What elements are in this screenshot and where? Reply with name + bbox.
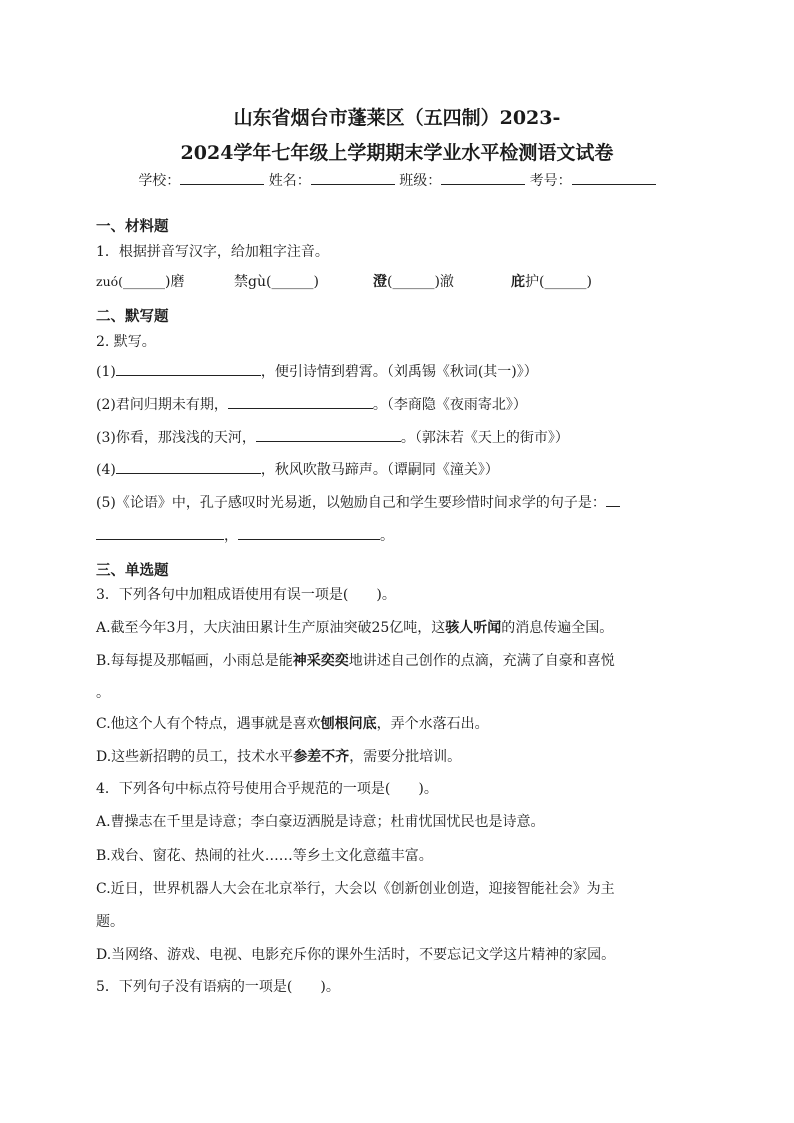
- q4-option-c-cont: 题。: [96, 914, 124, 930]
- dictation-5: (5)《论语》中，孔子感叹时光易逝，以勉励自己和学生要珍惜时间求学的句子是：: [96, 492, 620, 512]
- class-label: 班级：: [399, 173, 442, 189]
- number-label: 考号：: [529, 173, 572, 189]
- dictation-2: (2)君问归期未有期， 。（李商隐《夜雨寄北》）: [96, 394, 527, 414]
- q3-option-d: D.这些新招聘的员工，技术水平参差不齐，需要分批培训。: [96, 749, 462, 765]
- q4-option-b: B.戏台、窗花、热闹的社火……等乡土文化意蕴丰富。: [96, 848, 433, 864]
- school-label: 学校：: [138, 173, 181, 189]
- question-4: 4．下列各句中标点符号使用合乎规范的一项是( )。: [96, 781, 438, 797]
- question-3: 3．下列各句中加粗成语使用有误一项是( )。: [96, 587, 396, 603]
- pinyin-item-4: 庇护(______): [511, 274, 592, 290]
- q3-option-b-cont: 。: [96, 685, 110, 701]
- answer-blank[interactable]: [116, 361, 261, 376]
- q4-option-a: A.曹操志在千里是诗意；李白豪迈洒脱是诗意；杜甫忧国忧民也是诗意。: [96, 814, 545, 830]
- name-blank[interactable]: [311, 170, 395, 185]
- school-blank[interactable]: [180, 170, 264, 185]
- pinyin-item-2: 禁gù(______): [234, 274, 319, 290]
- answer-blank[interactable]: [116, 459, 261, 474]
- section-heading-2: 二、默写题: [96, 308, 169, 325]
- answer-blank[interactable]: [238, 525, 380, 540]
- number-blank[interactable]: [572, 170, 656, 185]
- answer-blank[interactable]: [256, 427, 401, 442]
- pinyin-item-3: 澄(______)澈: [373, 274, 454, 290]
- q3-option-a: A.截至今年3月，大庆油田累计生产原油突破25亿吨，这骇人听闻的消息传遍全国。: [96, 620, 614, 636]
- name-label: 姓名：: [268, 173, 311, 189]
- section-heading-1: 一、材料题: [96, 218, 169, 235]
- exam-title-line2: 2024学年七年级上学期期末学业水平检测语文试卷: [180, 142, 614, 164]
- exam-title-line1: 山东省烟台市蓬莱区（五四制）2023-: [233, 107, 561, 129]
- dictation-4: (4) ，秋风吹散马蹄声。（谭嗣同《潼关》）: [96, 459, 499, 479]
- student-info-row: [0, 170, 794, 190]
- dictation-3: (3)你看，那浅浅的天河， 。（郭沫若《天上的街市》）: [96, 427, 569, 447]
- q3-option-c: C.他这个人有个特点，遇事就是喜欢刨根问底，弄个水落石出。: [96, 716, 489, 732]
- question-2: 2. 默写。: [96, 334, 156, 350]
- dictation-5-cont: ， 。: [96, 525, 394, 545]
- dictation-1: (1) ，便引诗情到碧霄。（刘禹锡《秋词(其一)》）: [96, 361, 538, 381]
- q4-option-d: D.当网络、游戏、电视、电影充斥你的课外生活时，不要忘记文学这片精神的家园。: [96, 947, 616, 963]
- q3-option-b: B.每每提及那幅画，小雨总是能神采奕奕地讲述自己创作的点滴，充满了自豪和喜悦: [96, 653, 615, 669]
- question-1: 1．根据拼音写汉字，给加粗字注音。: [96, 244, 329, 260]
- question-5: 5．下列句子没有语病的一项是( )。: [96, 979, 340, 995]
- section-heading-3: 三、单选题: [96, 562, 169, 579]
- q4-option-c: C.近日，世界机器人大会在北京举行，大会以《创新创业创造，迎接智能社会》为主: [96, 881, 615, 897]
- answer-blank[interactable]: [96, 525, 224, 540]
- answer-blank[interactable]: [606, 492, 620, 507]
- answer-blank[interactable]: [228, 394, 373, 409]
- class-blank[interactable]: [441, 170, 525, 185]
- pinyin-item-1: zuó(______)磨: [96, 274, 185, 290]
